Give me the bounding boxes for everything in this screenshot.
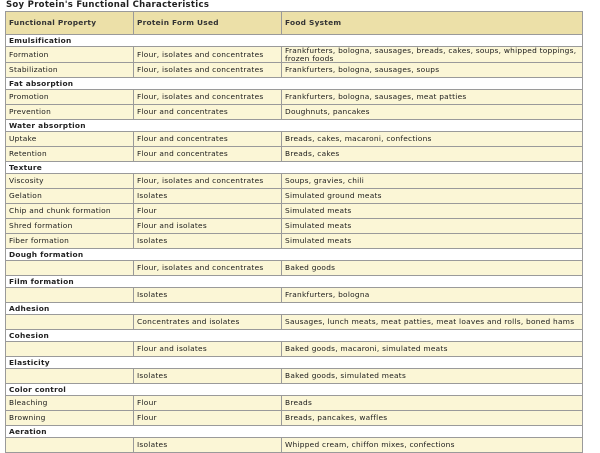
cell-functional-property: Fiber formation bbox=[6, 234, 134, 249]
table-row bbox=[6, 288, 583, 303]
table-row bbox=[6, 204, 583, 219]
table-row bbox=[6, 174, 583, 189]
cell-protein-form: Isolates bbox=[134, 234, 282, 249]
cell-food-system: Sausages, lunch meats, meat patties, meat loaves and rolls, boned hams bbox=[282, 315, 583, 330]
cell-functional-property: Prevention bbox=[6, 105, 134, 120]
header-food-system: Food System bbox=[282, 12, 583, 35]
section-title: Adhesion bbox=[6, 303, 583, 315]
cell-functional-property: Stabilization bbox=[6, 63, 134, 78]
table-row bbox=[6, 47, 583, 63]
section-title: Texture bbox=[6, 162, 583, 174]
cell-functional-property bbox=[6, 369, 134, 384]
cell-functional-property bbox=[6, 342, 134, 357]
section-title: Emulsification bbox=[6, 35, 583, 47]
cell-functional-property: Uptake bbox=[6, 132, 134, 147]
table-row bbox=[6, 396, 583, 411]
cell-food-system: Breads bbox=[282, 396, 583, 411]
table-row bbox=[6, 411, 583, 426]
section-row bbox=[6, 426, 583, 438]
cell-protein-form: Flour, isolates and concentrates bbox=[134, 261, 282, 276]
cell-functional-property: Gelation bbox=[6, 189, 134, 204]
table-header-row bbox=[6, 12, 583, 35]
cell-protein-form: Isolates bbox=[134, 189, 282, 204]
header-functional-property: Functional Property bbox=[6, 12, 134, 35]
table-row bbox=[6, 234, 583, 249]
section-row bbox=[6, 162, 583, 174]
cell-protein-form: Flour bbox=[134, 204, 282, 219]
functional-characteristics-table bbox=[5, 11, 583, 453]
table-row bbox=[6, 369, 583, 384]
cell-protein-form: Flour and isolates bbox=[134, 342, 282, 357]
cell-functional-property: Chip and chunk formation bbox=[6, 204, 134, 219]
table-row bbox=[6, 261, 583, 276]
cell-food-system: Doughnuts, pancakes bbox=[282, 105, 583, 120]
cell-protein-form: Isolates bbox=[134, 438, 282, 453]
section-title: Elasticity bbox=[6, 357, 583, 369]
section-row bbox=[6, 357, 583, 369]
cell-functional-property: Retention bbox=[6, 147, 134, 162]
cell-protein-form: Flour and concentrates bbox=[134, 132, 282, 147]
section-title: Water absorption bbox=[6, 120, 583, 132]
table-row bbox=[6, 219, 583, 234]
cell-food-system: Simulated meats bbox=[282, 234, 583, 249]
section-row bbox=[6, 303, 583, 315]
table-row bbox=[6, 315, 583, 330]
table-body bbox=[6, 35, 583, 453]
cell-functional-property bbox=[6, 288, 134, 303]
cell-food-system: Soups, gravies, chili bbox=[282, 174, 583, 189]
cell-functional-property: Bleaching bbox=[6, 396, 134, 411]
section-row bbox=[6, 35, 583, 47]
cell-protein-form: Flour and concentrates bbox=[134, 105, 282, 120]
section-title: Fat absorption bbox=[6, 78, 583, 90]
cell-functional-property: Shred formation bbox=[6, 219, 134, 234]
section-row bbox=[6, 120, 583, 132]
cell-functional-property: Formation bbox=[6, 47, 134, 63]
cell-food-system: Breads, cakes, macaroni, confections bbox=[282, 132, 583, 147]
cell-protein-form: Flour and concentrates bbox=[134, 147, 282, 162]
section-row bbox=[6, 249, 583, 261]
cell-food-system: Baked goods bbox=[282, 261, 583, 276]
cell-protein-form: Isolates bbox=[134, 288, 282, 303]
cell-functional-property bbox=[6, 261, 134, 276]
table-row bbox=[6, 147, 583, 162]
cell-protein-form: Flour, isolates and concentrates bbox=[134, 174, 282, 189]
cell-protein-form: Isolates bbox=[134, 369, 282, 384]
cell-protein-form: Flour bbox=[134, 411, 282, 426]
table-row bbox=[6, 132, 583, 147]
cell-food-system: Simulated ground meats bbox=[282, 189, 583, 204]
cell-functional-property: Browning bbox=[6, 411, 134, 426]
table-row bbox=[6, 438, 583, 453]
section-title: Dough formation bbox=[6, 249, 583, 261]
section-row bbox=[6, 330, 583, 342]
cell-food-system: Whipped cream, chiffon mixes, confections bbox=[282, 438, 583, 453]
table-row bbox=[6, 90, 583, 105]
table-row bbox=[6, 63, 583, 78]
section-title: Cohesion bbox=[6, 330, 583, 342]
cell-food-system: Baked goods, simulated meats bbox=[282, 369, 583, 384]
cell-food-system: Frankfurters, bologna, sausages, meat patties bbox=[282, 90, 583, 105]
section-row bbox=[6, 78, 583, 90]
cell-protein-form: Flour, isolates and concentrates bbox=[134, 63, 282, 78]
cell-food-system: Simulated meats bbox=[282, 204, 583, 219]
cell-functional-property bbox=[6, 315, 134, 330]
cell-protein-form: Flour and isolates bbox=[134, 219, 282, 234]
page-title: Soy Protein's Functional Characteristics bbox=[6, 0, 210, 10]
table-row bbox=[6, 189, 583, 204]
cell-food-system: Breads, cakes bbox=[282, 147, 583, 162]
cell-food-system: Baked goods, macaroni, simulated meats bbox=[282, 342, 583, 357]
section-title: Aeration bbox=[6, 426, 583, 438]
section-row bbox=[6, 384, 583, 396]
cell-food-system: Simulated meats bbox=[282, 219, 583, 234]
cell-functional-property: Viscosity bbox=[6, 174, 134, 189]
cell-functional-property: Promotion bbox=[6, 90, 134, 105]
cell-functional-property bbox=[6, 438, 134, 453]
cell-protein-form: Concentrates and isolates bbox=[134, 315, 282, 330]
section-row bbox=[6, 276, 583, 288]
section-title: Color control bbox=[6, 384, 583, 396]
cell-protein-form: Flour, isolates and concentrates bbox=[134, 90, 282, 105]
table-row bbox=[6, 105, 583, 120]
cell-food-system: Frankfurters, bologna bbox=[282, 288, 583, 303]
table-row bbox=[6, 342, 583, 357]
header-protein-form: Protein Form Used bbox=[134, 12, 282, 35]
cell-food-system: Breads, pancakes, waffles bbox=[282, 411, 583, 426]
cell-food-system: Frankfurters, bologna, sausages, breads, cakes, soups, whipped toppings, frozen foods bbox=[282, 47, 583, 63]
cell-protein-form: Flour, isolates and concentrates bbox=[134, 47, 282, 63]
section-title: Film formation bbox=[6, 276, 583, 288]
cell-food-system: Frankfurters, bologna, sausages, soups bbox=[282, 63, 583, 78]
cell-protein-form: Flour bbox=[134, 396, 282, 411]
